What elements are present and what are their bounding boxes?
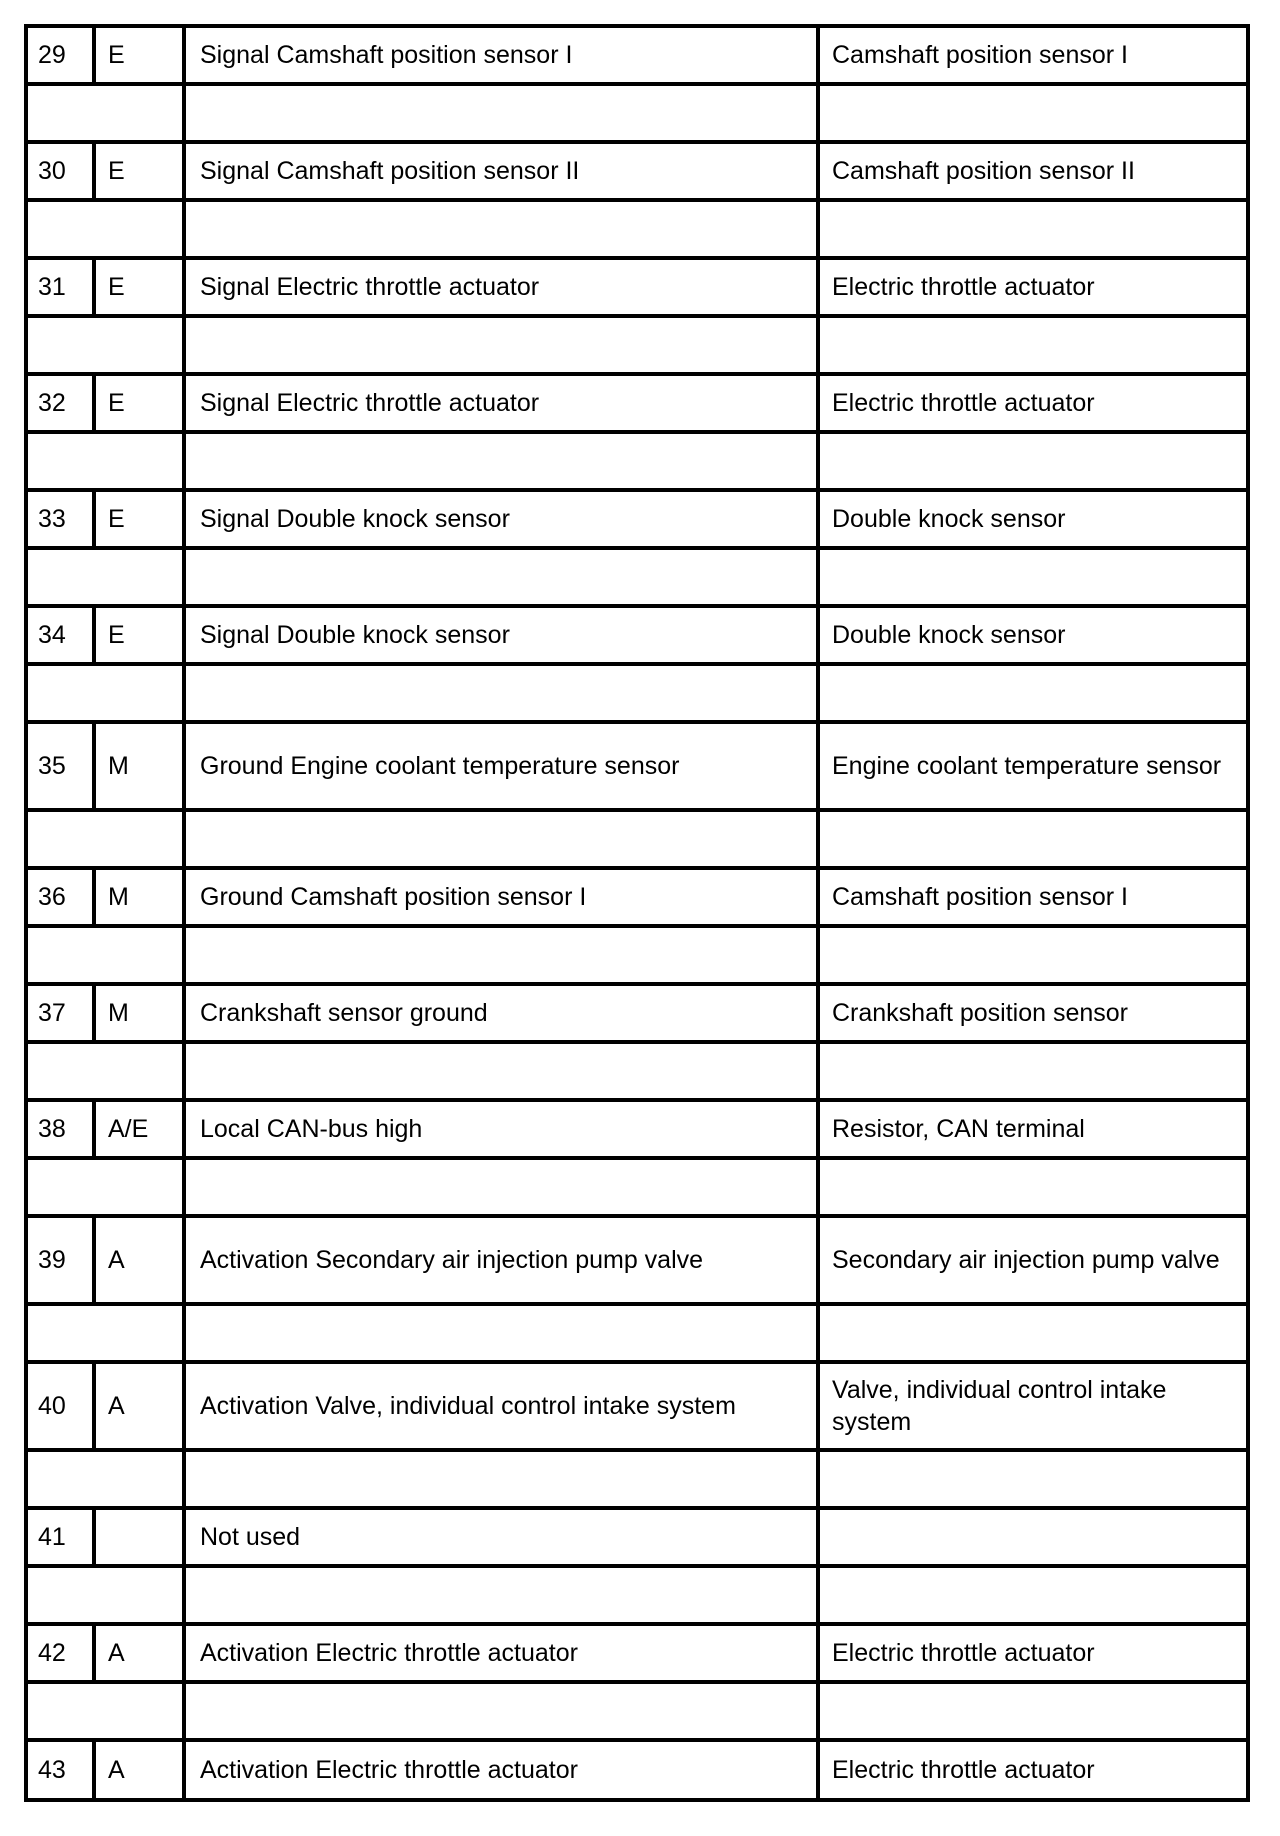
spacer-cell xyxy=(26,1158,184,1216)
signal-description-cell: Signal Camshaft position sensor I xyxy=(184,26,818,84)
spacer-cell xyxy=(26,548,184,606)
spacer-cell xyxy=(184,84,818,142)
spacer-row xyxy=(26,1158,1248,1216)
pin-type-cell: A/E xyxy=(94,1100,184,1158)
pin-type-cell: A xyxy=(94,1362,184,1450)
pin-type-cell: M xyxy=(94,868,184,926)
spacer-cell xyxy=(184,1158,818,1216)
pin-type-cell: A xyxy=(94,1740,184,1800)
pin-type-cell xyxy=(94,1508,184,1566)
spacer-cell xyxy=(184,1566,818,1624)
spacer-cell xyxy=(818,316,1248,374)
component-cell xyxy=(818,1508,1248,1566)
pin-type-cell: M xyxy=(94,722,184,810)
spacer-cell xyxy=(184,432,818,490)
component-cell: Electric throttle actuator xyxy=(818,1624,1248,1682)
pin-table-body xyxy=(26,26,1248,1800)
spacer-cell xyxy=(26,1304,184,1362)
spacer-cell xyxy=(818,1450,1248,1508)
pin-type-cell: E xyxy=(94,258,184,316)
spacer-cell xyxy=(26,84,184,142)
table-row xyxy=(26,1362,1248,1450)
spacer-cell xyxy=(184,1682,818,1740)
pin-number-cell: 43 xyxy=(26,1740,94,1800)
table-row xyxy=(26,984,1248,1042)
spacer-cell xyxy=(818,926,1248,984)
pin-number-cell: 35 xyxy=(26,722,94,810)
signal-description-cell: Signal Camshaft position sensor II xyxy=(184,142,818,200)
spacer-row xyxy=(26,1682,1248,1740)
spacer-cell xyxy=(26,926,184,984)
table-row xyxy=(26,1624,1248,1682)
signal-description-cell: Activation Electric throttle actuator xyxy=(184,1624,818,1682)
spacer-cell xyxy=(818,84,1248,142)
table-row xyxy=(26,868,1248,926)
spacer-cell xyxy=(26,1042,184,1100)
spacer-row xyxy=(26,1450,1248,1508)
spacer-row xyxy=(26,1042,1248,1100)
spacer-cell xyxy=(184,1042,818,1100)
spacer-cell xyxy=(818,810,1248,868)
pin-number-cell: 39 xyxy=(26,1216,94,1304)
spacer-cell xyxy=(184,200,818,258)
spacer-cell xyxy=(818,1042,1248,1100)
spacer-row xyxy=(26,1304,1248,1362)
spacer-cell xyxy=(26,1450,184,1508)
pin-number-cell: 40 xyxy=(26,1362,94,1450)
table-row xyxy=(26,722,1248,810)
table-row xyxy=(26,490,1248,548)
spacer-row xyxy=(26,810,1248,868)
component-cell: Electric throttle actuator xyxy=(818,1740,1248,1800)
table-row xyxy=(26,1100,1248,1158)
pin-number-cell: 31 xyxy=(26,258,94,316)
table-row xyxy=(26,1740,1248,1800)
spacer-cell xyxy=(184,316,818,374)
component-cell: Camshaft position sensor I xyxy=(818,868,1248,926)
component-cell: Camshaft position sensor II xyxy=(818,142,1248,200)
pin-assignment-table xyxy=(24,24,1250,1802)
spacer-cell xyxy=(26,316,184,374)
spacer-cell xyxy=(184,810,818,868)
table-row xyxy=(26,258,1248,316)
component-cell: Double knock sensor xyxy=(818,490,1248,548)
spacer-cell xyxy=(184,1450,818,1508)
spacer-cell xyxy=(184,926,818,984)
spacer-cell xyxy=(26,810,184,868)
signal-description-cell: Activation Valve, individual control intake system xyxy=(184,1362,818,1450)
spacer-cell xyxy=(184,548,818,606)
signal-description-cell: Local CAN-bus high xyxy=(184,1100,818,1158)
pin-type-cell: M xyxy=(94,984,184,1042)
spacer-cell xyxy=(818,1158,1248,1216)
component-cell: Double knock sensor xyxy=(818,606,1248,664)
pin-type-cell: E xyxy=(94,142,184,200)
pin-number-cell: 42 xyxy=(26,1624,94,1682)
pin-type-cell: E xyxy=(94,606,184,664)
spacer-row xyxy=(26,84,1248,142)
table-row xyxy=(26,26,1248,84)
pin-number-cell: 30 xyxy=(26,142,94,200)
pin-number-cell: 32 xyxy=(26,374,94,432)
signal-description-cell: Ground Engine coolant temperature sensor xyxy=(184,722,818,810)
pin-number-cell: 36 xyxy=(26,868,94,926)
spacer-row xyxy=(26,316,1248,374)
signal-description-cell: Signal Double knock sensor xyxy=(184,490,818,548)
pin-type-cell: A xyxy=(94,1624,184,1682)
table-row xyxy=(26,606,1248,664)
component-cell: Electric throttle actuator xyxy=(818,258,1248,316)
spacer-cell xyxy=(818,664,1248,722)
spacer-cell xyxy=(184,664,818,722)
pin-type-cell: A xyxy=(94,1216,184,1304)
spacer-cell xyxy=(184,1304,818,1362)
pin-number-cell: 38 xyxy=(26,1100,94,1158)
pin-type-cell: E xyxy=(94,26,184,84)
pin-type-cell: E xyxy=(94,374,184,432)
spacer-cell xyxy=(818,432,1248,490)
spacer-cell xyxy=(26,664,184,722)
spacer-row xyxy=(26,1566,1248,1624)
spacer-row xyxy=(26,664,1248,722)
spacer-cell xyxy=(818,548,1248,606)
signal-description-cell: Ground Camshaft position sensor I xyxy=(184,868,818,926)
spacer-cell xyxy=(818,1682,1248,1740)
spacer-row xyxy=(26,548,1248,606)
signal-description-cell: Activation Electric throttle actuator xyxy=(184,1740,818,1800)
component-cell: Secondary air injection pump valve xyxy=(818,1216,1248,1304)
spacer-cell xyxy=(818,200,1248,258)
table-row xyxy=(26,142,1248,200)
pin-number-cell: 33 xyxy=(26,490,94,548)
component-cell: Electric throttle actuator xyxy=(818,374,1248,432)
table-row xyxy=(26,1216,1248,1304)
signal-description-cell: Signal Double knock sensor xyxy=(184,606,818,664)
signal-description-cell: Not used xyxy=(184,1508,818,1566)
spacer-cell xyxy=(818,1566,1248,1624)
signal-description-cell: Activation Secondary air injection pump valve xyxy=(184,1216,818,1304)
pin-number-cell: 29 xyxy=(26,26,94,84)
component-cell: Engine coolant temperature sensor xyxy=(818,722,1248,810)
spacer-row xyxy=(26,200,1248,258)
pin-number-cell: 34 xyxy=(26,606,94,664)
spacer-cell xyxy=(26,1566,184,1624)
spacer-row xyxy=(26,432,1248,490)
table-row xyxy=(26,1508,1248,1566)
spacer-cell xyxy=(26,200,184,258)
signal-description-cell: Signal Electric throttle actuator xyxy=(184,374,818,432)
spacer-cell xyxy=(26,432,184,490)
pin-type-cell: E xyxy=(94,490,184,548)
spacer-row xyxy=(26,926,1248,984)
component-cell: Valve, individual control intake system xyxy=(818,1362,1248,1450)
component-cell: Crankshaft position sensor xyxy=(818,984,1248,1042)
spacer-cell xyxy=(818,1304,1248,1362)
pin-number-cell: 41 xyxy=(26,1508,94,1566)
table-row xyxy=(26,374,1248,432)
signal-description-cell: Signal Electric throttle actuator xyxy=(184,258,818,316)
component-cell: Resistor, CAN terminal xyxy=(818,1100,1248,1158)
spacer-cell xyxy=(26,1682,184,1740)
component-cell: Camshaft position sensor I xyxy=(818,26,1248,84)
pin-number-cell: 37 xyxy=(26,984,94,1042)
signal-description-cell: Crankshaft sensor ground xyxy=(184,984,818,1042)
